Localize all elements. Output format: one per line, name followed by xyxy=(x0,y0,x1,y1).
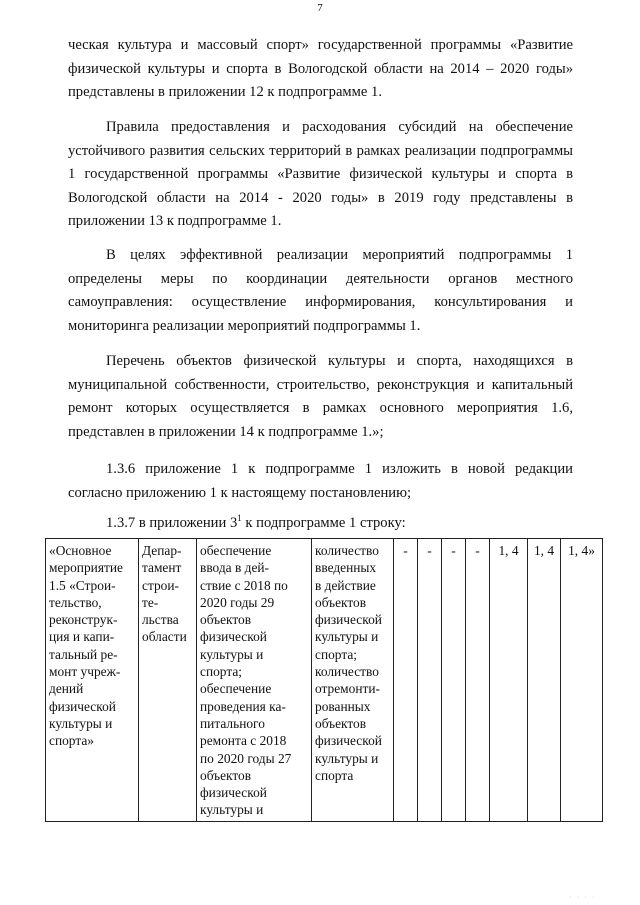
paragraph-6-tail: к подпрограмме 1 строку: xyxy=(241,515,406,531)
paragraph-6 xyxy=(106,512,576,536)
paragraph-3: В целях эффективной реализации мероприятий подпрограммы 1 определены меры по координации деятельности органов местного самоуправления: осуществление информирования, консультирования и мониторинга реализации мероприятий подпрограммы 1. xyxy=(68,247,573,334)
executor-text: Депар- тамент строи- те- льства области xyxy=(142,543,187,645)
table-row xyxy=(46,539,603,822)
expected-result-text: обеспечение ввода в дей- ствие с 2018 по 2020 годы 29 объектов физической культуры и спорта; обеспечение проведения ка- питального ремонта с 2018 по 2020 годы 27 объектов физической культуры и xyxy=(200,543,292,818)
cell-executor xyxy=(139,539,197,822)
cell-expected-result xyxy=(197,539,312,822)
paragraph-5: 1.3.6 приложение 1 к подпрограмме 1 изложить в новой редакции согласно приложению 1 к настоящему постановлению; xyxy=(68,461,573,501)
paragraph-6-text: 1.3.7 в приложении 3 xyxy=(106,515,238,531)
scan-mark: · · · · xyxy=(569,895,596,901)
cell-value-2: 1, 4 xyxy=(528,539,561,822)
paragraph-6-superscript: 1 xyxy=(237,513,242,524)
measure-name-text: «Основное мероприятие 1.5 «Строи- тельство, реконструк- ция и капи- тальный ре- монт учреж- дений физической культуры и спорта» xyxy=(49,543,123,749)
cell-dash-1: - xyxy=(394,539,418,822)
paragraph-1: ческая культура и массовый спорт» государственной программы «Развитие физической культуры и спорта в Вологодской области на 2014 – 2020 годы» представлены в приложении 12 к подпрограмме 1. xyxy=(68,37,573,100)
cell-measure-name xyxy=(46,539,139,822)
cell-dash-4: - xyxy=(466,539,490,822)
page-number: 7 xyxy=(317,2,323,14)
cell-dash-2: - xyxy=(418,539,442,822)
program-row-table xyxy=(45,538,603,822)
cell-dash-3: - xyxy=(442,539,466,822)
indicator-text: количество введенных в действие объектов физической культуры и спорта; количество отремонти- рованных объектов физической культуры и спорта xyxy=(315,543,382,783)
cell-value-1: 1, 4 xyxy=(490,539,528,822)
paragraph-4: Перечень объектов физической культуры и спорта, находящихся в муниципальной собственности, строительство, реконструкция и капитальный ремонт которых осуществляется в рамках основного мероприятия 1.6, представлен в приложении 14 к подпрограмме 1.»; xyxy=(68,353,573,440)
cell-value-3: 1, 4» xyxy=(561,539,603,822)
paragraph-2: Правила предоставления и расходования субсидий на обеспечение устойчивого развития сельских территорий в рамках реализации подпрограммы 1 государственной программы «Развитие физической культуры и спорта в Вологодской области на 2014 - 2020 годы» в 2019 году представлены в приложении 13 к подпрограмме 1. xyxy=(68,119,573,229)
cell-indicator xyxy=(312,539,394,822)
